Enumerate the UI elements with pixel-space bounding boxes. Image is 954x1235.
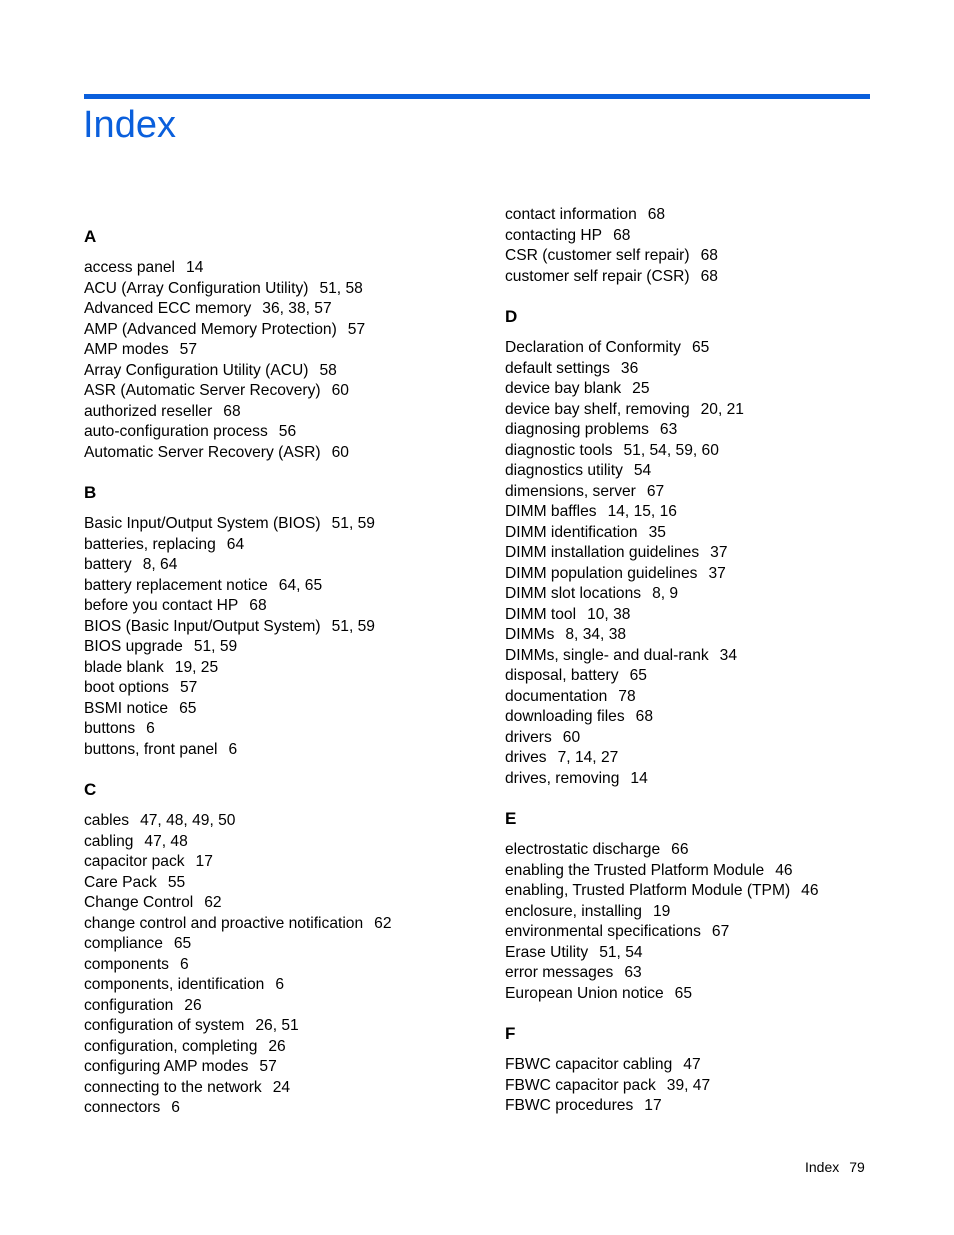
index-entry	[505, 840, 905, 861]
page-refs: 51, 54	[599, 943, 643, 961]
page-refs: 63	[659, 421, 678, 438]
index-term: auto-configuration process	[84, 423, 268, 440]
index-entry	[84, 381, 484, 402]
index-term: BIOS (Basic Input/Output System)	[84, 617, 321, 635]
page-refs: 68	[613, 226, 631, 244]
index-term: AMP (Advanced Memory Protection)	[84, 320, 337, 338]
index-term: blade blank	[84, 658, 164, 676]
index-entry	[84, 1098, 484, 1119]
index-entry	[505, 205, 905, 226]
index-entry	[84, 975, 484, 996]
section-letter: F	[505, 1024, 516, 1043]
index-term: disposal, battery	[505, 667, 619, 684]
index-entry	[84, 1037, 484, 1058]
index-term: DIMM identification	[505, 523, 638, 541]
index-term: error messages	[505, 964, 614, 981]
index-entry	[505, 564, 905, 585]
index-entry	[505, 1096, 905, 1117]
page-refs: 64	[226, 535, 245, 553]
page-refs: 65	[629, 667, 647, 684]
page-refs: 67	[646, 482, 665, 500]
page-refs: 67	[711, 923, 730, 940]
index-term: Basic Input/Output System (BIOS)	[84, 515, 321, 532]
index-term: ASR (Automatic Server Recovery)	[84, 382, 321, 399]
page-refs: 78	[618, 687, 636, 705]
index-term: diagnostic tools	[505, 441, 613, 459]
page-refs: 65	[674, 984, 693, 1002]
page-refs: 47, 48, 49, 50	[140, 812, 236, 829]
index-term: documentation	[505, 687, 608, 705]
index-term: enabling the Trusted Platform Module	[505, 861, 765, 879]
page-refs: 58	[319, 361, 337, 379]
index-entry	[505, 666, 905, 687]
index-term: contacting HP	[505, 226, 603, 244]
index-term: Automatic Server Recovery (ASR)	[84, 443, 321, 461]
index-entry	[84, 658, 484, 679]
index-entry	[505, 420, 905, 441]
index-entry	[505, 881, 905, 902]
index-term: diagnosing problems	[505, 421, 649, 438]
index-term: Change Control	[84, 894, 194, 911]
section-letter: B	[84, 483, 97, 502]
page-refs: 57	[179, 341, 198, 358]
page-refs: 36, 38, 57	[262, 300, 332, 317]
index-entry	[84, 678, 484, 699]
page-refs: 7, 14, 27	[557, 749, 619, 766]
page-refs: 26, 51	[255, 1017, 299, 1034]
index-entry	[84, 258, 484, 279]
index-term: Advanced ECC memory	[84, 300, 252, 317]
page-refs: 51, 58	[319, 279, 363, 297]
index-term: environmental specifications	[505, 923, 701, 940]
index-entry	[505, 1076, 905, 1097]
index-entry	[505, 748, 905, 769]
index-entry	[505, 646, 905, 667]
index-entry	[505, 922, 905, 943]
index-term: European Union notice	[505, 984, 664, 1002]
index-term: configuration	[84, 996, 174, 1014]
index-entry	[505, 861, 905, 882]
index-section	[84, 226, 484, 463]
index-term: ACU (Array Configuration Utility)	[84, 279, 309, 297]
page-refs: 17	[195, 853, 213, 870]
page-refs: 8, 9	[652, 585, 679, 602]
page-number: 79	[849, 1159, 865, 1175]
index-section	[505, 306, 905, 789]
index-term: configuration of system	[84, 1017, 245, 1034]
index-entry	[84, 1057, 484, 1078]
index-entry	[84, 402, 484, 423]
page-refs: 54	[633, 462, 652, 479]
index-term: batteries, replacing	[84, 535, 216, 553]
page-refs: 37	[710, 544, 728, 561]
index-term: DIMMs, single- and dual-rank	[505, 646, 709, 664]
index-entry	[84, 955, 484, 976]
index-term: Declaration of Conformity	[505, 339, 681, 356]
index-entry	[505, 502, 905, 523]
index-term: BSMI notice	[84, 699, 169, 717]
index-entry	[84, 596, 484, 617]
page-refs: 26	[184, 996, 202, 1014]
page-refs: 24	[272, 1078, 291, 1096]
index-entry	[505, 984, 905, 1005]
page-refs: 10, 38	[587, 605, 631, 623]
page-refs: 20, 21	[700, 400, 744, 418]
index-term: components, identification	[84, 976, 265, 993]
index-entry	[505, 728, 905, 749]
index-entry	[505, 1055, 905, 1076]
index-section	[84, 779, 484, 1119]
page-refs: 14, 15, 16	[607, 503, 677, 520]
index-entry	[505, 625, 905, 646]
page-refs: 8, 34, 38	[565, 626, 627, 643]
page-refs: 6	[146, 720, 155, 737]
section-letter: E	[505, 809, 517, 828]
index-term: configuring AMP modes	[84, 1058, 249, 1075]
index-entry	[84, 443, 484, 464]
index-term: CSR (customer self repair)	[505, 247, 690, 264]
index-term: buttons	[84, 720, 136, 737]
page-refs: 51, 59	[331, 617, 375, 635]
index-entry	[505, 902, 905, 923]
page-refs: 46	[775, 861, 793, 879]
index-entry	[505, 707, 905, 728]
page-refs: 56	[278, 423, 297, 440]
index-term: DIMM baffles	[505, 503, 597, 520]
index-entry	[84, 279, 484, 300]
page-refs: 37	[708, 564, 726, 582]
page-refs: 66	[671, 841, 689, 858]
page-refs: 68	[223, 402, 241, 420]
index-entry	[505, 543, 905, 564]
page-refs: 51, 59	[331, 515, 375, 532]
page-refs: 36	[620, 359, 639, 377]
page-refs: 62	[204, 894, 222, 911]
index-entry	[84, 340, 484, 361]
page-refs: 14	[186, 259, 204, 276]
index-term: BIOS upgrade	[84, 638, 183, 655]
index-term: connectors	[84, 1099, 161, 1116]
index-term: connecting to the network	[84, 1078, 262, 1096]
index-term: drives, removing	[505, 769, 620, 787]
index-entry	[84, 832, 484, 853]
section-letter: C	[84, 780, 97, 799]
page-refs: 60	[331, 443, 349, 461]
page-refs: 47	[683, 1056, 701, 1073]
index-entry	[84, 361, 484, 382]
page-refs: 51, 59	[193, 638, 238, 655]
index-entry	[505, 687, 905, 708]
index-term: battery replacement notice	[84, 576, 268, 594]
index-section	[505, 1023, 905, 1117]
index-entry	[84, 873, 484, 894]
index-entry	[84, 1016, 484, 1037]
page-refs: 35	[648, 523, 666, 541]
page-refs: 51, 54, 59, 60	[623, 441, 719, 459]
index-term: AMP modes	[84, 341, 169, 358]
index-entry	[84, 811, 484, 832]
page-refs: 65	[179, 699, 197, 717]
page-refs: 34	[719, 646, 738, 664]
page-refs: 19, 25	[174, 658, 219, 676]
index-entry	[505, 482, 905, 503]
index-term: FBWC capacitor pack	[505, 1076, 656, 1094]
index-term: configuration, completing	[84, 1037, 258, 1055]
page-refs: 6	[171, 1099, 180, 1116]
index-entry	[84, 893, 484, 914]
index-term: battery	[84, 556, 132, 573]
index-term: DIMM population guidelines	[505, 564, 698, 582]
index-section	[84, 482, 484, 760]
index-term: customer self repair (CSR)	[505, 267, 690, 285]
page-refs: 68	[249, 597, 267, 614]
index-term: device bay shelf, removing	[505, 400, 690, 418]
index-entry	[505, 461, 905, 482]
page-refs: 64, 65	[278, 576, 323, 594]
index-term: cables	[84, 812, 130, 829]
index-term: Erase Utility	[505, 943, 589, 961]
index-entry	[505, 769, 905, 790]
page-footer	[805, 1158, 865, 1176]
page-refs: 55	[167, 873, 186, 891]
page-refs: 62	[374, 914, 392, 932]
index-column-left	[84, 226, 484, 1138]
index-term: DIMM installation guidelines	[505, 544, 700, 561]
section-letter: D	[505, 307, 518, 326]
index-entry	[505, 400, 905, 421]
index-term: default settings	[505, 359, 610, 377]
section-letter: A	[84, 227, 97, 246]
index-term: enabling, Trusted Platform Module (TPM)	[505, 882, 791, 899]
index-term: diagnostics utility	[505, 462, 623, 479]
page-refs: 68	[635, 708, 653, 725]
index-term: before you contact HP	[84, 597, 239, 614]
index-entry	[505, 226, 905, 247]
index-term: DIMMs	[505, 626, 555, 643]
page-refs: 60	[562, 728, 581, 746]
index-term: authorized reseller	[84, 402, 213, 420]
page-refs: 47, 48	[144, 832, 188, 850]
index-term: FBWC capacitor cabling	[505, 1056, 673, 1073]
index-entry	[84, 299, 484, 320]
page-title: Index	[83, 104, 176, 146]
page-refs: 68	[647, 206, 666, 223]
page-refs: 63	[624, 964, 642, 981]
index-entry	[505, 584, 905, 605]
index-term: dimensions, server	[505, 482, 636, 500]
page-refs: 46	[801, 882, 819, 899]
index-term: electrostatic discharge	[505, 841, 661, 858]
page-refs: 26	[268, 1037, 286, 1055]
index-entry	[84, 422, 484, 443]
index-term: enclosure, installing	[505, 902, 642, 920]
page-refs: 65	[173, 935, 192, 952]
index-entry	[505, 441, 905, 462]
index-entry	[505, 605, 905, 626]
index-column-right	[505, 205, 905, 1136]
index-entry	[84, 699, 484, 720]
index-entry	[505, 943, 905, 964]
index-entry	[84, 852, 484, 873]
index-entry	[84, 576, 484, 597]
page-refs: 14	[630, 769, 648, 787]
page-refs: 57	[347, 320, 366, 338]
index-entry	[84, 320, 484, 341]
index-term: change control and proactive notification	[84, 914, 364, 932]
footer-label: Index	[805, 1159, 840, 1175]
index-term: compliance	[84, 935, 163, 952]
index-entry	[505, 338, 905, 359]
index-term: access panel	[84, 259, 176, 276]
index-entry	[84, 1078, 484, 1099]
index-entry	[84, 719, 484, 740]
page-refs: 19	[652, 902, 671, 920]
index-term: buttons, front panel	[84, 740, 218, 758]
index-term: device bay blank	[505, 380, 622, 397]
index-entry	[84, 914, 484, 935]
page-refs: 6	[275, 976, 284, 993]
title-rule	[84, 94, 870, 99]
index-entry	[84, 617, 484, 638]
index-entry	[84, 934, 484, 955]
index-entry	[84, 637, 484, 658]
index-term: boot options	[84, 679, 169, 696]
index-term: drives	[505, 749, 547, 766]
page-refs: 65	[691, 339, 710, 356]
index-entry	[84, 740, 484, 761]
index-entry	[505, 523, 905, 544]
index-entry	[84, 555, 484, 576]
index-entry	[84, 514, 484, 535]
index-term: components	[84, 955, 169, 973]
index-term: FBWC procedures	[505, 1097, 634, 1114]
page-refs: 57	[179, 679, 198, 696]
index-section	[505, 808, 905, 1004]
index-term: drivers	[505, 728, 552, 746]
index-term: DIMM tool	[505, 605, 577, 623]
page-refs: 6	[179, 955, 189, 973]
index-term: Array Configuration Utility (ACU)	[84, 361, 309, 379]
index-entry	[505, 379, 905, 400]
index-term: cabling	[84, 832, 134, 850]
index-entry	[505, 359, 905, 380]
index-term: Care Pack	[84, 873, 157, 891]
index-entry	[505, 963, 905, 984]
page-refs: 8, 64	[142, 556, 178, 573]
page-refs: 17	[644, 1097, 662, 1114]
page-refs: 60	[331, 382, 349, 399]
page-refs: 39, 47	[666, 1076, 711, 1094]
page-refs: 68	[700, 267, 718, 285]
page-refs: 6	[228, 740, 238, 758]
page-refs: 25	[632, 380, 650, 397]
index-term: downloading files	[505, 708, 625, 725]
index-entry	[84, 996, 484, 1017]
page-refs: 57	[259, 1058, 277, 1075]
index-entry	[505, 246, 905, 267]
index-section	[505, 205, 905, 287]
index-term: DIMM slot locations	[505, 585, 642, 602]
index-term: contact information	[505, 206, 637, 223]
index-entry	[84, 535, 484, 556]
index-term: capacitor pack	[84, 853, 185, 870]
page-refs: 68	[700, 247, 718, 264]
index-entry	[505, 267, 905, 288]
